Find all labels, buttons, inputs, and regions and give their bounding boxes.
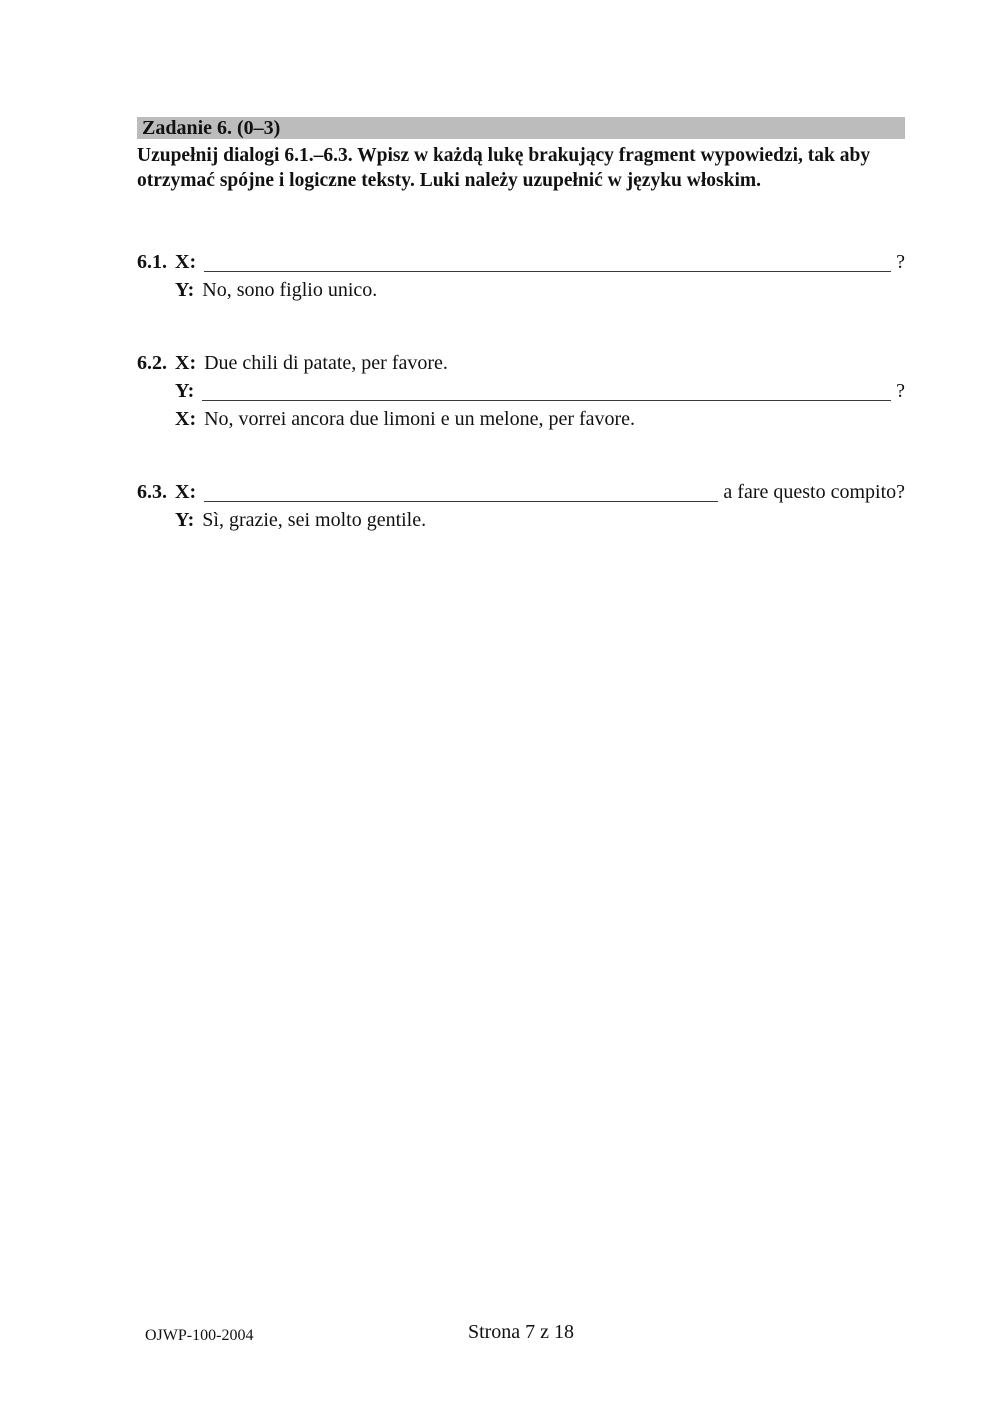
item-body — [175, 248, 905, 304]
line-suffix: ? — [896, 380, 905, 402]
dialog-text: Due chili di patate, per favore. — [204, 352, 448, 374]
footer-page-number: Strona 7 z 18 — [467, 1321, 575, 1343]
dialog-line — [175, 405, 905, 433]
dialog-text: Sì, grazie, sei molto gentile. — [202, 509, 427, 531]
dialog-line — [175, 349, 905, 377]
speaker-label: X: — [175, 408, 197, 430]
dialog-text: No, sono figlio unico. — [202, 279, 378, 301]
speaker-label: Y: — [175, 279, 195, 301]
task-title: Zadanie 6. (0–3) — [142, 117, 281, 139]
item-body — [175, 349, 905, 433]
item-number: 6.1. — [137, 251, 167, 273]
footer-document-code: OJWP-100-2004 — [145, 1327, 254, 1344]
dialog-line — [175, 248, 905, 276]
item-body — [175, 478, 905, 534]
dialog-line — [175, 276, 905, 304]
speaker-label: X: — [175, 352, 197, 374]
dialog-line — [175, 478, 905, 506]
dialog-line — [175, 506, 905, 534]
answer-blank-6-2 — [202, 377, 891, 401]
dialog-item-6-2 — [137, 349, 905, 433]
page-content — [137, 117, 905, 534]
answer-blank-6-3 — [204, 478, 718, 502]
task-instruction: Uzupełnij dialogi 6.1.–6.3. Wpisz w każdą lukę brakujący fragment wypowiedzi, tak aby otrzymać spójne i logiczne teksty. Luki należy uzupełnić w języku włoskim. — [137, 145, 871, 191]
task-header-bar — [137, 117, 905, 139]
dialog-line — [175, 377, 905, 405]
speaker-label: X: — [175, 251, 197, 273]
speaker-label: Y: — [175, 380, 195, 402]
line-suffix: a fare questo compito? — [723, 481, 905, 503]
dialog-item-6-3 — [137, 478, 905, 534]
answer-blank-6-1 — [204, 248, 891, 272]
line-suffix: ? — [896, 251, 905, 273]
item-number: 6.3. — [137, 481, 167, 503]
item-number: 6.2. — [137, 352, 167, 374]
speaker-label: X: — [175, 481, 197, 503]
dialog-text: No, vorrei ancora due limoni e un melone, per favore. — [204, 408, 636, 430]
speaker-label: Y: — [175, 509, 195, 531]
dialog-item-6-1 — [137, 248, 905, 304]
